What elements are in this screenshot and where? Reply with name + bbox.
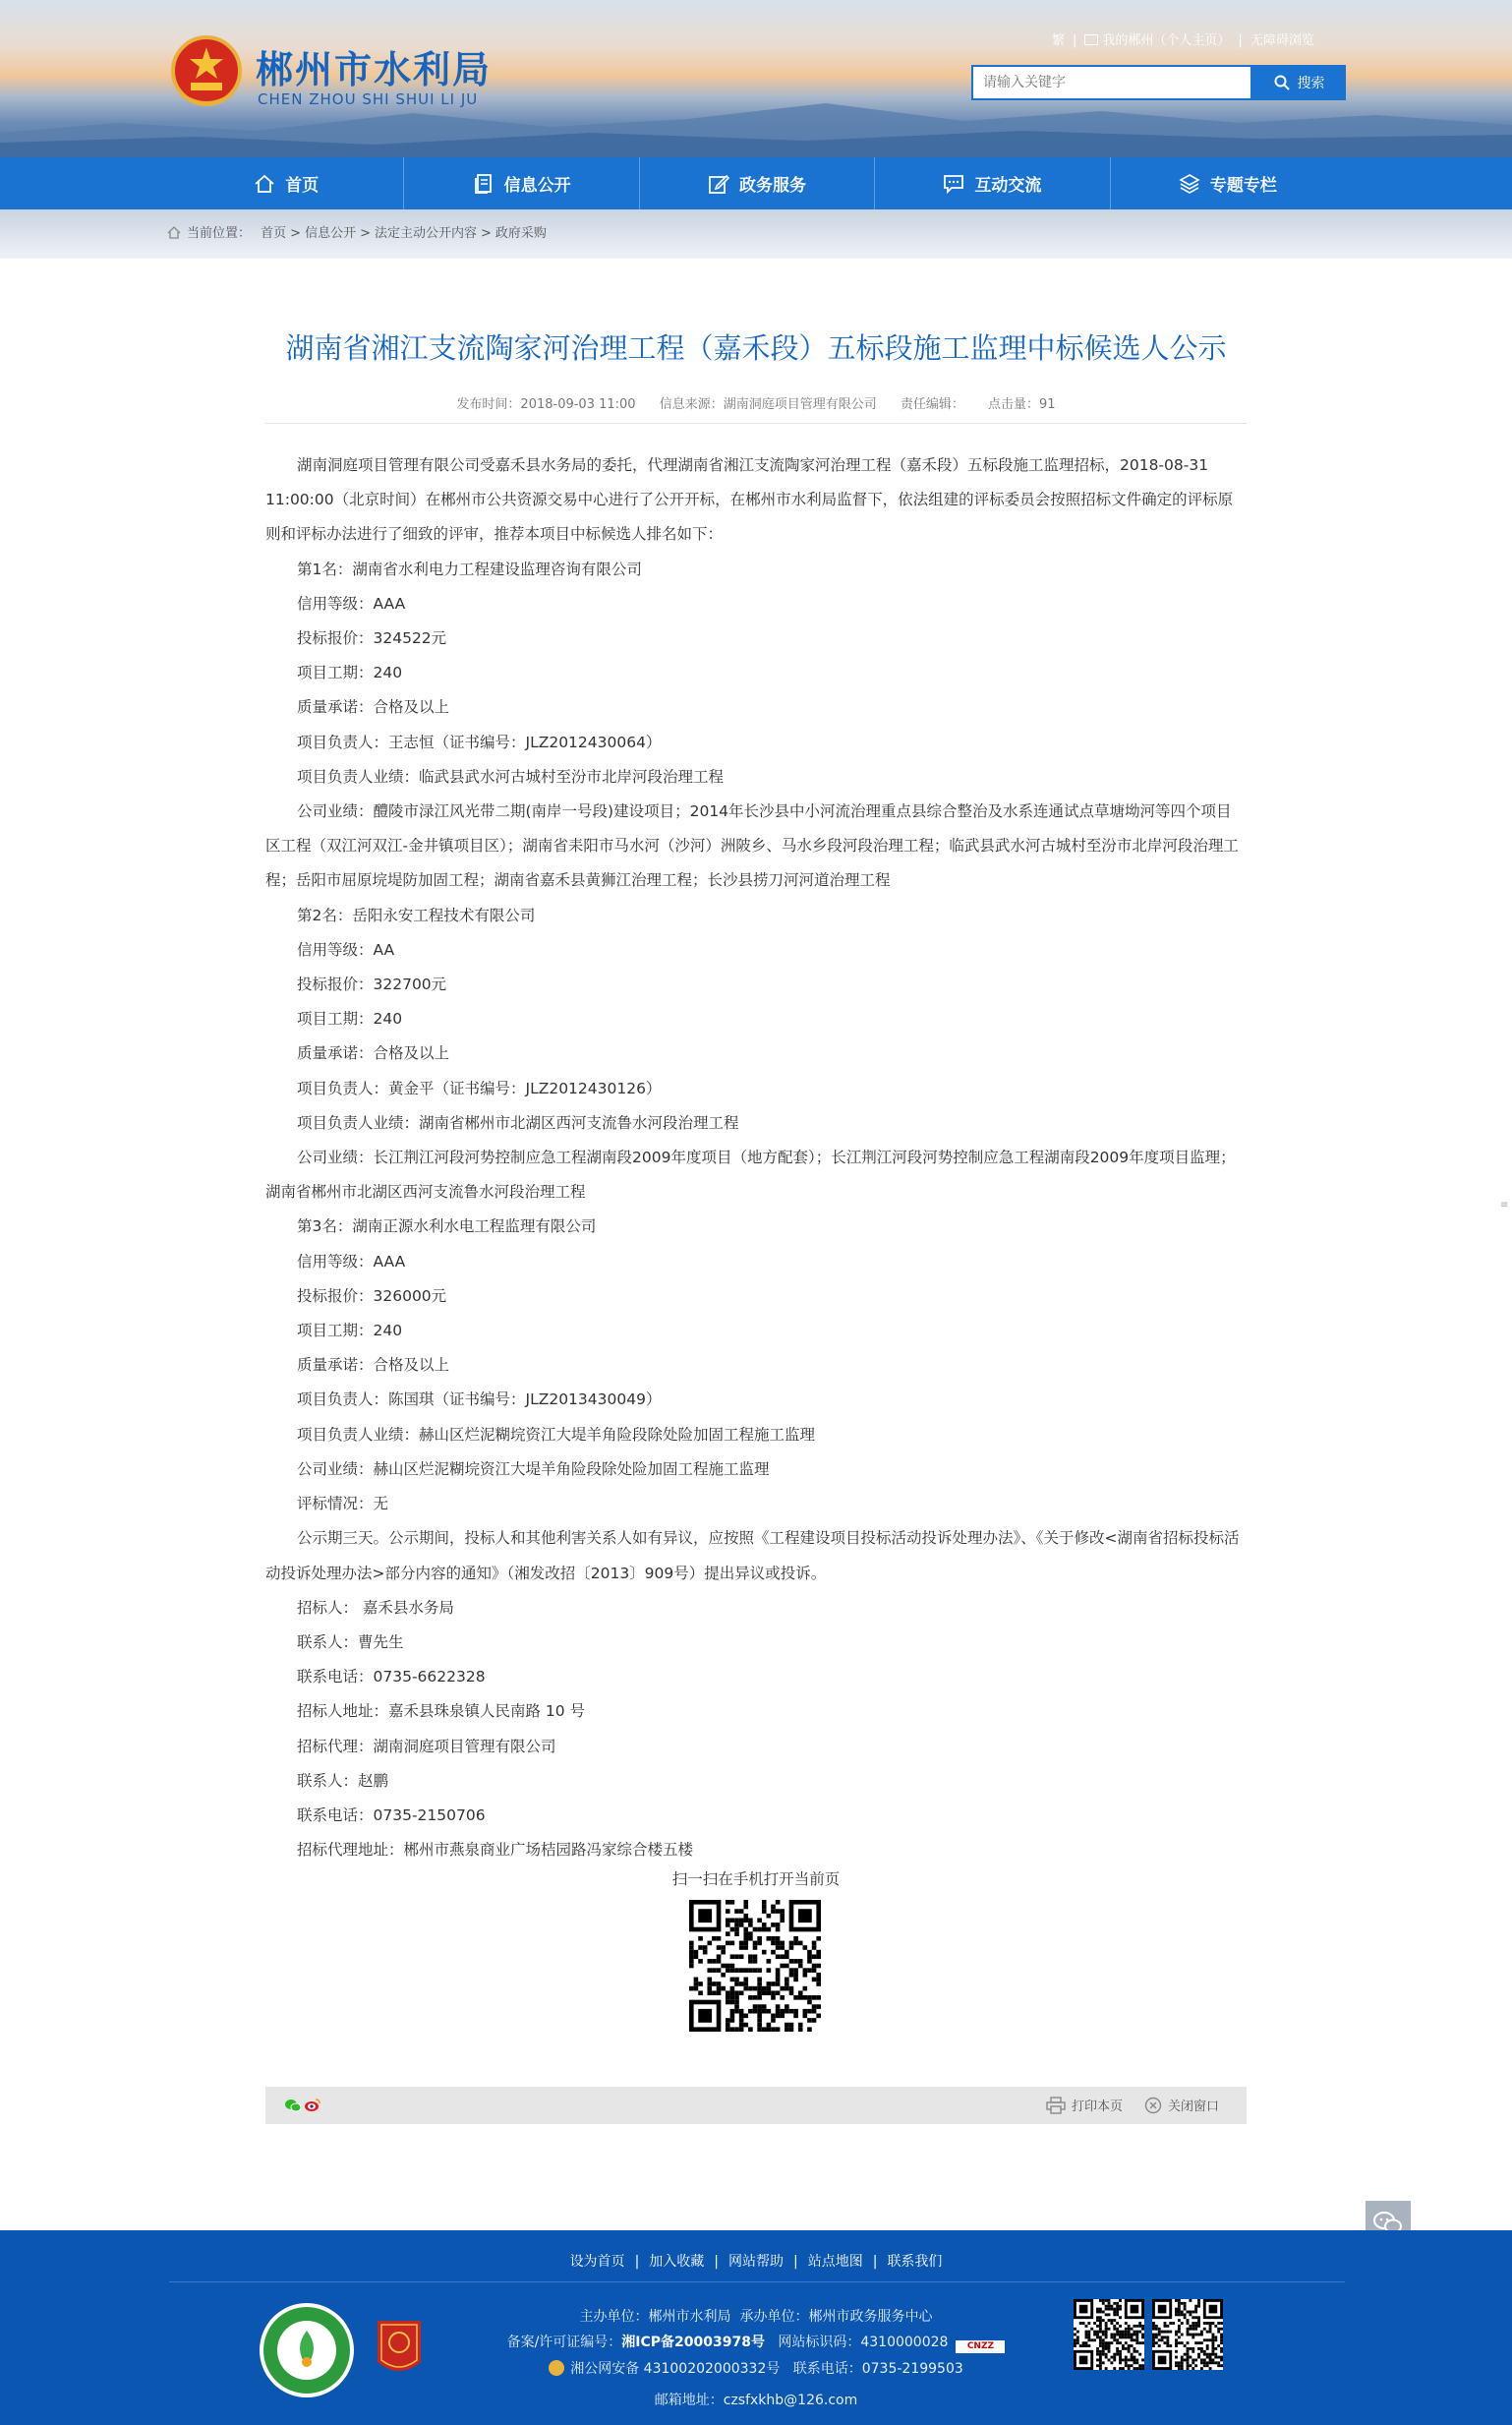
- icp-number[interactable]: 湘ICP备20003978号: [621, 2335, 765, 2350]
- breadcrumb-separator: >: [290, 226, 302, 241]
- home-icon: [254, 173, 275, 195]
- footer-link-add-favorite[interactable]: 加入收藏: [649, 2254, 705, 2270]
- police-badge-icon: [549, 2360, 564, 2376]
- qr-caption: 扫一扫在手机打开当前页: [671, 1870, 841, 1888]
- separator: |: [872, 2254, 878, 2270]
- article-paragraph: 第3名：湖南正源水利水电工程监理有限公司: [297, 1217, 597, 1236]
- article-paragraph: 质量承诺：合格及以上: [297, 1356, 450, 1375]
- top-links: [1052, 30, 1445, 51]
- breadcrumb-separator: >: [360, 226, 371, 241]
- view-count: 点击量：91: [988, 397, 1056, 412]
- article-paragraph: 项目负责人：陈国琪（证书编号：JLZ2013430049）: [297, 1390, 662, 1409]
- breadcrumb-item-info[interactable]: 信息公开: [305, 226, 357, 241]
- title-divider: [265, 423, 1247, 424]
- article-paragraph: 信用等级：AAA: [297, 1252, 406, 1271]
- nav-item-label: 信息公开: [503, 176, 571, 196]
- article-paragraph: 投标报价：326000元: [297, 1286, 447, 1305]
- wechat-share-icon[interactable]: [285, 2099, 301, 2112]
- breadcrumb: [167, 222, 547, 241]
- nav-item-label: 政务服务: [739, 176, 807, 196]
- footer-link-contact[interactable]: 联系我们: [887, 2254, 943, 2270]
- article-paragraph: 招标人地址：嘉禾县珠泉镇人民南路 10 号: [297, 1702, 586, 1721]
- close-window-button[interactable]: [1144, 2096, 1219, 2114]
- separator: |: [714, 2254, 719, 2270]
- article-body: [265, 448, 1247, 1867]
- footer-email: 邮箱地址：czsfxkhb@126.com: [654, 2393, 858, 2408]
- article-paragraph: 联系电话：0735-2150706: [297, 1805, 486, 1824]
- nav-item-info-disclosure[interactable]: [404, 157, 639, 209]
- article-paragraph: 项目工期：240: [297, 664, 403, 682]
- publish-time: 发布时间：2018-09-03 11:00: [456, 397, 636, 412]
- national-emblem-icon: [169, 33, 244, 112]
- nav-item-special-topics[interactable]: [1111, 157, 1345, 209]
- search-icon: [1274, 75, 1290, 90]
- footer-icp-line: [0, 2332, 1512, 2353]
- footer-link-set-homepage[interactable]: 设为首页: [569, 2254, 625, 2270]
- home-small-icon: [167, 226, 181, 239]
- document-icon: [473, 173, 494, 195]
- traditional-chinese-link[interactable]: 繁: [1052, 33, 1066, 48]
- printer-icon: [1046, 2097, 1066, 2114]
- breadcrumb-item-procurement[interactable]: 政府采购: [494, 226, 547, 241]
- nav-item-label: 专题专栏: [1209, 176, 1277, 196]
- main-nav: [0, 157, 1512, 209]
- article-paragraph: 公司业绩：赫山区烂泥糊垸资江大堤羊角险段除处险加固工程施工监理: [297, 1459, 770, 1478]
- share-bar: [265, 2087, 1247, 2124]
- print-page-button[interactable]: [1046, 2096, 1123, 2114]
- police-record[interactable]: 湘公网安备 43100202000332号: [570, 2361, 781, 2377]
- chat-icon: [943, 173, 964, 195]
- breadcrumb-item-statutory[interactable]: 法定主动公开内容: [375, 226, 478, 241]
- edit-icon: [708, 173, 729, 195]
- article-paragraph: 第2名：岳阳永安工程技术有限公司: [297, 906, 536, 924]
- article-paragraph: 项目负责人业绩：赫山区烂泥糊垸资江大堤羊角险段除处险加固工程施工监理: [297, 1425, 816, 1444]
- footer-email-line: [0, 2390, 1512, 2409]
- separator: |: [1073, 33, 1077, 48]
- article-paragraph: 公司业绩：醴陵市渌江风光带二期(南岸一号段)建设项目；2014年长沙县中小河流治理重点县综合整治及水系连通试点草塘坳河等四个项目区工程（双江河双江-金井镇项目区）；湖南省耒阳市马水河（沙河）洲陂乡、马水乡段河段治理工程；临武县武水河古城村至汾市北岸河段治理工程；岳阳市屈原垸堤防加固工程；湖南省嘉禾县黄狮江治理工程；长沙县捞刀河河道治理工程: [265, 802, 1239, 890]
- sponsor: 主办单位：郴州市水利局: [579, 2309, 731, 2325]
- article-paragraph: 项目负责人：王志恒（证书编号：JLZ2012430064）: [297, 733, 662, 751]
- article-paragraph: 公司业绩：长江荆江河段河势控制应急工程湖南段2009年度项目（地方配套）；长江荆江河段河势控制应急工程湖南段2009年度项目监理；湖南省郴州市北湖区西河支流鲁水河段治理工程: [265, 1149, 1236, 1202]
- article-paragraph: 项目负责人业绩：临武县武水河古城村至汾市北岸河段治理工程: [297, 767, 725, 786]
- article-paragraph: 项目负责人：黄金平（证书编号：JLZ2012430126）: [297, 1079, 662, 1097]
- search-button-label: 搜索: [1297, 76, 1325, 91]
- article-paragraph: 项目工期：240: [297, 1322, 403, 1340]
- article-paragraph: 联系人：赵鹏: [297, 1771, 389, 1790]
- footer-sponsor-line: [0, 2306, 1512, 2326]
- monitor-icon: [1084, 34, 1098, 45]
- search-input[interactable]: [971, 65, 1252, 100]
- footer-link-help[interactable]: 网站帮助: [728, 2254, 784, 2270]
- footer-link-sitemap[interactable]: 站点地图: [807, 2254, 863, 2270]
- breadcrumb-item-home[interactable]: 首页: [261, 226, 287, 241]
- weibo-share-icon[interactable]: [305, 2099, 320, 2112]
- article-paragraph: 评标情况：无: [297, 1495, 389, 1513]
- article-paragraph: 湖南洞庭项目管理有限公司受嘉禾县水务局的委托，代理湖南省湘江支流陶家河治理工程（嘉禾段）五标段施工监理招标，2018-08-31 11:00:00（北京时间）在郴州市公共资源交易中心进行了公开开标，在郴州市水利局监督下，依法组建的评标委员会按照招标文件确定的评标原则和评标办法进行了细致的评审，推荐本项目中标候选人排名如下：: [265, 456, 1234, 544]
- page-qr-code: [689, 1900, 821, 2032]
- article-paragraph: 项目负责人业绩：湖南省郴州市北湖区西河支流鲁水河段治理工程: [297, 1113, 739, 1132]
- article-paragraph: 第1名：湖南省水利电力工程建设监理咨询有限公司: [297, 560, 642, 578]
- footer-links: [0, 2251, 1512, 2271]
- site-logo[interactable]: [169, 33, 503, 114]
- separator: |: [793, 2254, 798, 2270]
- close-window-label: 关闭窗口: [1168, 2100, 1220, 2114]
- responsible-editor: 责任编辑：: [900, 397, 964, 412]
- article-title: 湖南省湘江支流陶家河治理工程（嘉禾段）五标段施工监理中标候选人公示: [285, 331, 1227, 365]
- footer-police-line: [0, 2358, 1512, 2378]
- nav-item-gov-services[interactable]: [640, 157, 875, 209]
- cnzz-badge[interactable]: CNZZ: [956, 2340, 1005, 2353]
- article-paragraph: 联系人：曹先生: [297, 1632, 404, 1651]
- article-paragraph: 信用等级：AA: [297, 940, 395, 959]
- article-paragraph: 投标报价：322700元: [297, 976, 447, 994]
- footer-phone: 联系电话：0735-2199503: [792, 2361, 963, 2377]
- my-chenzhou-label: 我的郴州（个人主页）: [1102, 33, 1231, 48]
- accessibility-link[interactable]: 无障碍浏览: [1250, 33, 1314, 48]
- footer-divider: [169, 2281, 1345, 2282]
- footer-qr-code-1: [1074, 2299, 1144, 2370]
- close-circle-icon: [1144, 2097, 1162, 2114]
- article-paragraph: 质量承诺：合格及以上: [297, 698, 450, 717]
- site-name: 郴州市水利局: [256, 48, 493, 91]
- article-paragraph: 投标报价：324522元: [297, 629, 447, 648]
- footer-qr-code-2: [1152, 2299, 1223, 2370]
- breadcrumb-prefix: 当前位置：: [187, 226, 252, 241]
- article-paragraph: 联系电话：0735-6622328: [297, 1668, 486, 1686]
- nav-item-label: 首页: [285, 176, 320, 196]
- info-source: 信息来源：湖南洞庭项目管理有限公司: [659, 397, 877, 412]
- my-chenzhou-link[interactable]: [1084, 30, 1230, 48]
- article-paragraph: 质量承诺：合格及以上: [297, 1044, 450, 1063]
- article-paragraph: 招标人： 嘉禾县水务局: [297, 1598, 454, 1617]
- separator: |: [1238, 33, 1243, 48]
- organizer: 承办单位：郴州市政务服务中心: [739, 2309, 933, 2325]
- article-meta: [265, 393, 1247, 412]
- article-paragraph: 项目工期：240: [297, 1010, 403, 1029]
- scrollbar-grip[interactable]: ≡: [1500, 1200, 1509, 1211]
- nav-item-home[interactable]: [169, 157, 404, 209]
- separator: |: [634, 2254, 640, 2270]
- layers-icon: [1179, 173, 1200, 195]
- site-code: 网站标识码：4310000028: [778, 2335, 949, 2350]
- site-pinyin: CHEN ZHOU SHI SHUI LI JU: [258, 90, 479, 108]
- article-paragraph: 招标代理：湖南洞庭项目管理有限公司: [297, 1737, 556, 1755]
- nav-item-label: 互动交流: [974, 176, 1042, 196]
- breadcrumb-separator: >: [481, 226, 492, 241]
- site-header: [0, 0, 1512, 157]
- search-button[interactable]: [1252, 65, 1346, 100]
- article-paragraph: 信用等级：AAA: [297, 594, 406, 613]
- print-page-label: 打印本页: [1072, 2100, 1124, 2114]
- article-paragraph: 公示期三天。公示期间，投标人和其他利害关系人如有异议，应按照《工程建设项目投标活动投诉处理办法》、《关于修改<湖南省招标投标活动投诉处理办法>部分内容的通知》（湘发改招〔2013〕909号）提出异议或投诉。: [265, 1529, 1240, 1582]
- icp-label: 备案/许可证编号：: [506, 2335, 622, 2350]
- nav-item-interaction[interactable]: [875, 157, 1110, 209]
- article-paragraph: 招标代理地址：郴州市燕泉商业广场桔园路冯家综合楼五楼: [297, 1841, 694, 1860]
